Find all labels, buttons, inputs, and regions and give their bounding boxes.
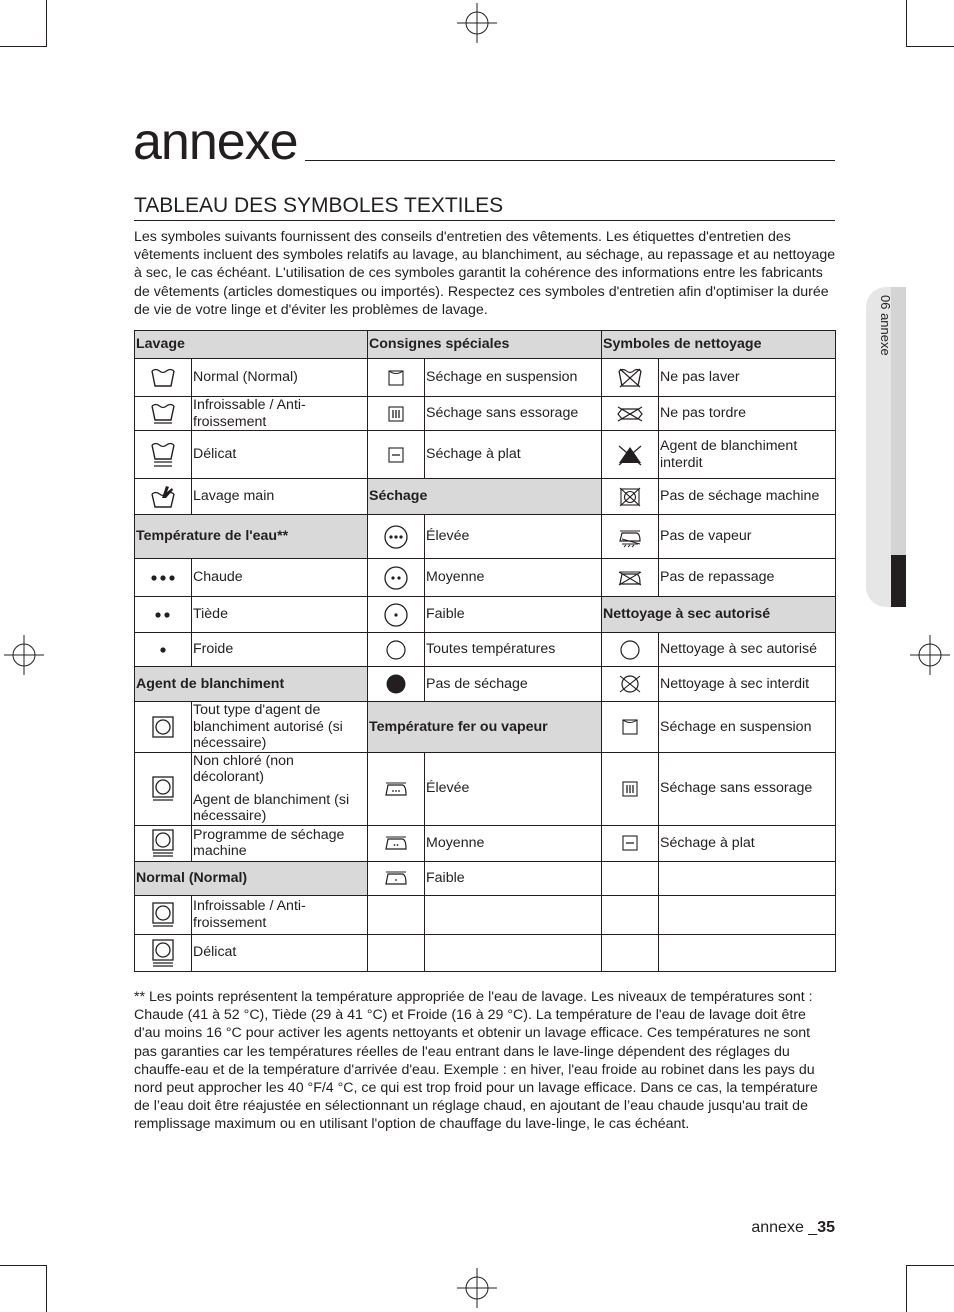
drip-dry-icon bbox=[602, 752, 659, 825]
label: Faible bbox=[425, 861, 602, 895]
empty-cell bbox=[368, 934, 425, 971]
table-row bbox=[135, 752, 836, 825]
no-wash-icon bbox=[602, 359, 659, 397]
dry-flat-icon bbox=[602, 825, 659, 861]
label: Ne pas tordre bbox=[659, 397, 836, 431]
table-row bbox=[135, 702, 836, 753]
label: Chaude bbox=[192, 559, 368, 597]
label: Non chloré (non décolorant) bbox=[193, 752, 294, 785]
dry-flat-icon bbox=[368, 431, 425, 479]
label: Élevée bbox=[425, 752, 602, 825]
table-row bbox=[135, 895, 836, 934]
table-row bbox=[135, 397, 836, 431]
no-bleach-icon bbox=[602, 431, 659, 479]
crop-mark bbox=[46, 1265, 47, 1312]
header-normal: Normal (Normal) bbox=[135, 861, 368, 895]
wash-delicate-icon bbox=[135, 431, 192, 479]
label: Délicat bbox=[192, 934, 368, 971]
crop-mark bbox=[906, 1265, 907, 1312]
iron-low-icon bbox=[368, 861, 425, 895]
table-row bbox=[135, 479, 836, 515]
no-steam-icon bbox=[602, 515, 659, 559]
empty-cell bbox=[425, 934, 602, 971]
tumble-high-icon bbox=[368, 515, 425, 559]
page-footer bbox=[751, 1219, 835, 1237]
table-row bbox=[135, 431, 836, 479]
empty-cell bbox=[659, 934, 836, 971]
water-warm-icon bbox=[135, 597, 192, 633]
label: Pas de vapeur bbox=[659, 515, 836, 559]
tumble-dry-permanent-press-icon bbox=[135, 752, 192, 825]
label: Toutes températures bbox=[425, 633, 602, 667]
crop-mark bbox=[906, 1265, 954, 1266]
chapter-tab-marker bbox=[891, 555, 906, 607]
footnote: ** Les points représentent la température appropriée de l'eau de lavage. Les niveaux de températures sont : Chaude (41 à 52 °C), Tiède (29 à 41 °C) et Froide (16 à 29 °C). La température de l'eau de lavage doit être d'au moins 16 °C pour activer les agents nettoyants et obtenir un lavage efficace. Ces températures ne sont pas garanties car les températures réelles de l'eau entrant dans le lave-linge dépendent des réglages du chauffe-eau et de la température d'arrivée d'eau. Exemple : en hiver, l'eau froide au robinet dans les pays du nord peut approcher les 40 °F/4 °C, ce qui est trop froid pour un lavage efficace. Dans ce cas, la température de l’eau doit être réajustée en sélectionnant un réglage chaud, en ajoutant de l’eau chaude jusqu'au trait de remplissage maximum ou en utilisant l'option de chauffage du lave-linge, le cas échéant. bbox=[134, 989, 818, 1133]
empty-cell bbox=[602, 934, 659, 971]
label: Pas de séchage bbox=[425, 667, 602, 702]
tumble-dry-icon bbox=[135, 702, 192, 753]
iron-medium-icon bbox=[368, 825, 425, 861]
empty-cell bbox=[659, 861, 836, 895]
page-number: 35 bbox=[817, 1219, 835, 1236]
crop-mark bbox=[906, 0, 907, 47]
chapter-tab-label: 06 annexe bbox=[878, 295, 893, 356]
header-lavage: Lavage bbox=[135, 331, 368, 359]
header-dry-clean: Nettoyage à sec autorisé bbox=[602, 597, 836, 633]
label: Séchage à plat bbox=[659, 825, 836, 861]
empty-cell bbox=[602, 895, 659, 934]
tumble-medium-icon bbox=[368, 559, 425, 597]
line-dry-icon bbox=[368, 359, 425, 397]
no-dry-clean-icon bbox=[602, 667, 659, 702]
no-tumble-dry-icon bbox=[602, 479, 659, 515]
label: Nettoyage à sec interdit bbox=[659, 667, 836, 702]
no-wring-icon bbox=[602, 397, 659, 431]
empty-cell bbox=[602, 861, 659, 895]
wash-tub-icon bbox=[135, 359, 192, 397]
tumble-low-icon bbox=[368, 597, 425, 633]
iron-high-icon bbox=[368, 752, 425, 825]
label: Tout type d'agent de blanchiment autorisé (si nécessaire) bbox=[192, 702, 368, 753]
table-row bbox=[135, 667, 836, 702]
label: Séchage en suspension bbox=[425, 359, 602, 397]
section-title: TABLEAU DES SYMBOLES TEXTILES bbox=[134, 194, 504, 217]
tumble-dry-delicate-icon bbox=[135, 934, 192, 971]
crop-mark bbox=[46, 0, 47, 47]
section-rule bbox=[134, 220, 835, 221]
title-rule bbox=[305, 160, 835, 161]
label: Agent de blanchiment (si nécessaire) bbox=[193, 791, 350, 824]
label: Ne pas laver bbox=[659, 359, 836, 397]
label: Infroissable / Anti-froissement bbox=[192, 397, 368, 431]
tumble-any-temp-icon bbox=[368, 633, 425, 667]
crop-mark bbox=[906, 46, 954, 47]
water-hot-icon bbox=[135, 559, 192, 597]
header-drying: Séchage bbox=[368, 479, 602, 515]
label: Nettoyage à sec autorisé bbox=[659, 633, 836, 667]
header-cleaning: Symboles de nettoyage bbox=[602, 331, 836, 359]
table-row bbox=[135, 597, 836, 633]
drip-dry-icon bbox=[368, 397, 425, 431]
empty-cell bbox=[368, 895, 425, 934]
no-iron-icon bbox=[602, 559, 659, 597]
crop-mark bbox=[0, 1265, 47, 1266]
label: Séchage à plat bbox=[425, 431, 602, 479]
table-row bbox=[135, 559, 836, 597]
dry-clean-icon bbox=[602, 633, 659, 667]
intro-paragraph: Les symboles suivants fournissent des conseils d'entretien des vêtements. Les étiquettes d'entretien des vêtements incluent des symboles relatifs au lavage, au blanchiment, au séchage, au repassage et au nettoyage à sec, le cas échéant. L'utilisation de ces symboles garantit la cohérence des informations entre les fabricants de vêtements (articles domestiques ou importés). Respectez ces symboles d'entretien afin d'optimiser la durée de vie de votre linge et d'éviter les problèmes de lavage. bbox=[134, 229, 836, 318]
label: Pas de repassage bbox=[659, 559, 836, 597]
label: Séchage en suspension bbox=[659, 702, 836, 753]
water-cold-icon bbox=[135, 633, 192, 667]
wash-anti-wrinkle-icon bbox=[135, 397, 192, 431]
label: Faible bbox=[425, 597, 602, 633]
label: Séchage sans essorage bbox=[425, 397, 602, 431]
registration-mark-icon bbox=[4, 635, 44, 675]
table-row bbox=[135, 359, 836, 397]
no-heat-icon bbox=[368, 667, 425, 702]
label-group bbox=[192, 752, 368, 825]
footer-section: annexe _ bbox=[751, 1219, 818, 1236]
empty-cell bbox=[659, 895, 836, 934]
table-row bbox=[135, 861, 836, 895]
empty-cell bbox=[425, 895, 602, 934]
tumble-dry-permanent-press-icon bbox=[135, 895, 192, 934]
crop-mark bbox=[0, 46, 47, 47]
textile-symbols-table bbox=[134, 330, 836, 972]
chapter-tab-band bbox=[891, 287, 906, 555]
label: Normal (Normal) bbox=[192, 359, 368, 397]
tumble-dry-delicate-icon bbox=[135, 825, 192, 861]
registration-mark-icon bbox=[910, 635, 950, 675]
label: Pas de séchage machine bbox=[659, 479, 836, 515]
table-row bbox=[135, 633, 836, 667]
label: Lavage main bbox=[192, 479, 368, 515]
label: Agent de blanchiment interdit bbox=[659, 431, 836, 479]
registration-mark-icon bbox=[457, 3, 497, 43]
label: Programme de séchage machine bbox=[192, 825, 368, 861]
label: Tiède bbox=[192, 597, 368, 633]
table-row bbox=[135, 825, 836, 861]
label: Moyenne bbox=[425, 559, 602, 597]
registration-mark-icon bbox=[457, 1268, 497, 1308]
label: Séchage sans essorage bbox=[659, 752, 836, 825]
line-dry-icon bbox=[602, 702, 659, 753]
table-row bbox=[135, 331, 836, 359]
header-bleach: Agent de blanchiment bbox=[135, 667, 368, 702]
label: Moyenne bbox=[425, 825, 602, 861]
header-water-temp: Température de l'eau** bbox=[135, 515, 368, 559]
header-special: Consignes spéciales bbox=[368, 331, 602, 359]
table-row bbox=[135, 515, 836, 559]
label: Élevée bbox=[425, 515, 602, 559]
hand-wash-icon bbox=[135, 479, 192, 515]
label: Infroissable / Anti-froissement bbox=[192, 895, 368, 934]
header-iron-temp: Température fer ou vapeur bbox=[368, 702, 602, 753]
page-title: annexe bbox=[133, 113, 298, 171]
label: Délicat bbox=[192, 431, 368, 479]
label: Froide bbox=[192, 633, 368, 667]
table-row bbox=[135, 934, 836, 971]
